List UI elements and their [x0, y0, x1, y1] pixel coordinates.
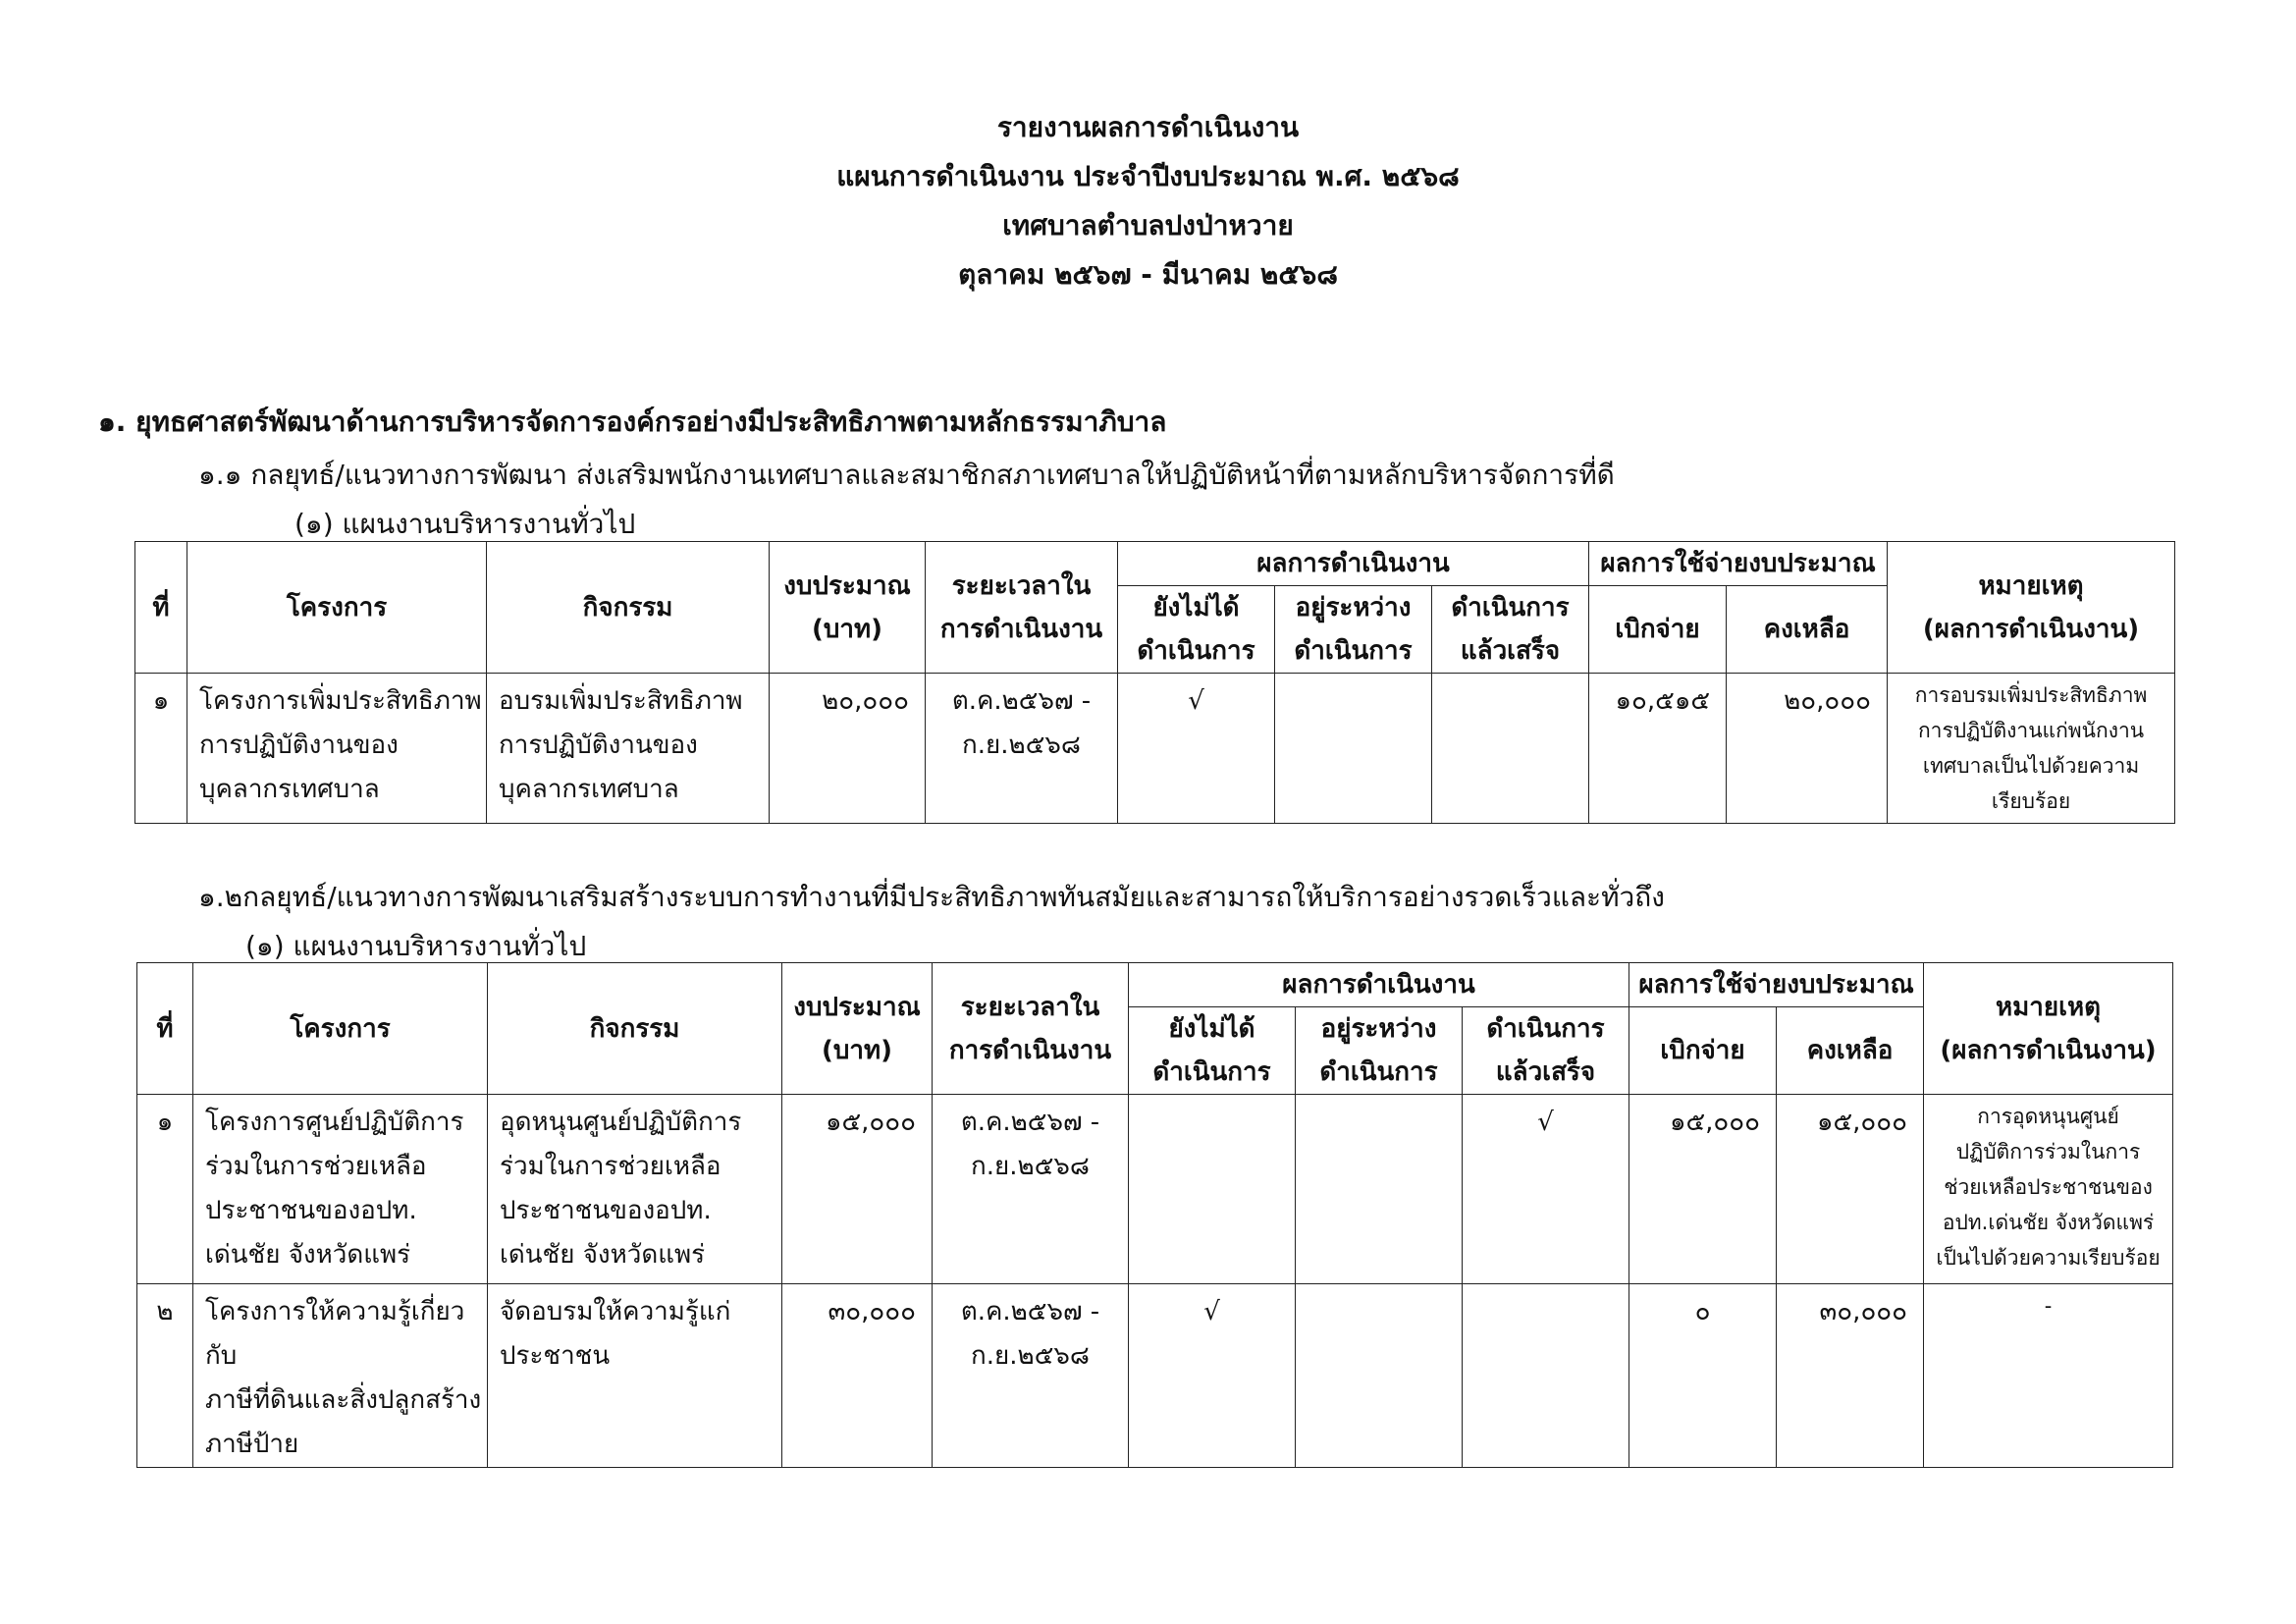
activity-line: บุคลากรเทศบาล [499, 775, 679, 804]
col-budget-l2: (บาท) [821, 1035, 892, 1065]
project-line: ร่วมในการช่วยเหลือ [205, 1152, 427, 1181]
activity-line: ประชาชน [500, 1341, 611, 1371]
col-not-started [1118, 586, 1275, 674]
col-not-started-l1: ยังไม่ได้ [1168, 1014, 1255, 1044]
col-budget-l2: (บาท) [811, 614, 882, 644]
col-period-l2: การดำเนินงาน [948, 1035, 1112, 1065]
organization-name: เทศบาลตำบลปงป่าหวาย [1002, 209, 1294, 242]
table-row [135, 674, 2175, 824]
col-activity: กิจกรรม [487, 542, 770, 674]
col-remark-l1: หมายเหตุ [1978, 570, 2084, 601]
remark-line: การอุดหนุนศูนย์ [1977, 1105, 2119, 1128]
project-line: โครงการศูนย์ปฏิบัติการ [205, 1108, 464, 1137]
in-progress-mark [1275, 674, 1431, 679]
remark-line: - [2044, 1294, 2053, 1318]
remark-line: การปฏิบัติงานแก่พนักงาน [1917, 719, 2145, 742]
period-start: ต.ค.๒๕๖๗ - [960, 1108, 1100, 1137]
col-result-group: ผลการดำเนินงาน [1129, 963, 1629, 1007]
col-done [1463, 1007, 1629, 1095]
col-remark-l2: (ผลการดำเนินงาน) [1922, 614, 2140, 644]
not-started-mark [1129, 1095, 1295, 1101]
col-disbursed: เบิกจ่าย [1629, 1007, 1777, 1095]
activity-line: ร่วมในการช่วยเหลือ [500, 1152, 721, 1181]
col-done-l1: ดำเนินการ [1451, 593, 1570, 623]
col-remark [1888, 542, 2175, 674]
project-line: โครงการเพิ่มประสิทธิภาพ [199, 686, 482, 716]
remark-line: เป็นไปด้วยความเรียบร้อย [1936, 1246, 2161, 1270]
report-period: ตุลาคม ๒๕๖๗ - มีนาคม ๒๕๖๘ [958, 258, 1338, 291]
col-remark-l1: หมายเหตุ [1996, 992, 2102, 1022]
period-end: ก.ย.๒๕๖๘ [971, 1341, 1090, 1371]
activity-line: เด่นชัย จังหวัดแพร่ [500, 1240, 706, 1270]
col-in-progress [1275, 586, 1432, 674]
activity-line: อบรมเพิ่มประสิทธิภาพ [499, 686, 743, 716]
project-line: การปฏิบัติงานของ [199, 731, 399, 760]
plan-1-2: (๑) แผนงานบริหารงานทั่วไป [245, 930, 587, 962]
col-remaining: คงเหลือ [1777, 1007, 1924, 1095]
row-no: ๒ [156, 1297, 174, 1326]
col-remark-l2: (ผลการดำเนินงาน) [1940, 1035, 2157, 1065]
col-in-progress-l1: อยู่ระหว่าง [1295, 593, 1412, 623]
guideline-1-1: ๑.๑ กลยุทธ์/แนวทางการพัฒนา ส่งเสริมพนักงานเทศบาลและสมาชิกสภาเทศบาลให้ปฏิบัติหน้าที่ตามหลักบริหารจัดการที่ดี [198, 459, 1615, 491]
activity-line: จัดอบรมให้ความรู้แก่ [500, 1297, 731, 1326]
col-done-l2: แล้วเสร็จ [1460, 636, 1561, 666]
period-end: ก.ย.๒๕๖๘ [971, 1152, 1090, 1181]
remaining-value: ๓๐,๐๐๐ [1819, 1297, 1908, 1326]
checkmark-icon: √ [1537, 1108, 1554, 1137]
col-budget [782, 963, 933, 1095]
project-line: ภาษีที่ดินและสิ่งปลูกสร้าง [205, 1385, 482, 1415]
disbursed-value: ๑๕,๐๐๐ [1669, 1108, 1761, 1137]
remaining-value: ๒๐,๐๐๐ [1784, 686, 1872, 716]
budget-value: ๓๐,๐๐๐ [828, 1297, 916, 1326]
project-line: บุคลากรเทศบาล [199, 775, 380, 804]
activity-line: การปฏิบัติงานของ [499, 731, 698, 760]
in-progress-mark [1296, 1284, 1462, 1290]
table-row [137, 1095, 2173, 1284]
results-table-1 [134, 541, 2175, 824]
col-remaining: คงเหลือ [1727, 586, 1888, 674]
plan-title: แผนการดำเนินงาน ประจำปีงบประมาณ พ.ศ. ๒๕๖๘ [836, 160, 1460, 192]
remark-line: เรียบร้อย [1991, 789, 2071, 813]
col-activity: กิจกรรม [488, 963, 782, 1095]
col-in-progress-l2: ดำเนินการ [1294, 636, 1413, 666]
checkmark-icon: √ [1188, 686, 1204, 716]
col-not-started [1129, 1007, 1296, 1095]
col-budget-l1: งบประมาณ [793, 992, 921, 1022]
col-not-started-l1: ยังไม่ได้ [1152, 593, 1240, 623]
period-start: ต.ค.๒๕๖๗ - [951, 686, 1092, 716]
period-end: ก.ย.๒๕๖๘ [962, 731, 1081, 760]
budget-value: ๑๕,๐๐๐ [825, 1108, 916, 1137]
guideline-1-2: ๑.๒กลยุทธ์/แนวทางการพัฒนาเสริมสร้างระบบการทำงานที่มีประสิทธิภาพทันสมัยและสามารถให้บริการอย่างรวดเร็วและทั่วถึง [198, 881, 1665, 913]
col-remark [1924, 963, 2173, 1095]
col-done-l2: แล้วเสร็จ [1495, 1057, 1596, 1087]
col-period-l1: ระยะเวลาใน [960, 992, 1100, 1022]
project-line: ประชาชนของอปท. [205, 1196, 417, 1225]
col-in-progress-l2: ดำเนินการ [1319, 1057, 1438, 1087]
col-period-l2: การดำเนินงาน [939, 614, 1103, 644]
checkmark-icon: √ [1203, 1297, 1220, 1326]
done-mark [1463, 1284, 1629, 1290]
col-spend-group: ผลการใช้จ่ายงบประมาณ [1629, 963, 1924, 1007]
period-start: ต.ค.๒๕๖๗ - [960, 1297, 1100, 1326]
remark-line: อปท.เด่นชัย จังหวัดแพร่ [1942, 1211, 2155, 1234]
project-line: ภาษีป้าย [205, 1430, 299, 1459]
col-project: โครงการ [187, 542, 487, 674]
remark-line: การอบรมเพิ่มประสิทธิภาพ [1914, 683, 2148, 707]
col-not-started-l2: ดำเนินการ [1137, 636, 1255, 666]
strategy-heading: ๑. ยุทธศาสตร์พัฒนาด้านการบริหารจัดการองค์กรอย่างมีประสิทธิภาพตามหลักธรรมาภิบาล [98, 406, 1167, 438]
row-no: ๑ [156, 1108, 174, 1137]
remark-line: ปฏิบัติการร่วมในการ [1955, 1140, 2141, 1164]
disbursed-value: ๐ [1694, 1297, 1711, 1326]
report-title: รายงานผลการดำเนินงาน [996, 111, 1300, 143]
remark-line: ช่วยเหลือประชาชนของ [1944, 1175, 2153, 1199]
col-period [926, 542, 1118, 674]
col-done [1432, 586, 1589, 674]
col-no: ที่ [135, 542, 187, 674]
results-table-2 [136, 962, 2173, 1468]
col-budget [770, 542, 926, 674]
col-period [933, 963, 1129, 1095]
col-not-started-l2: ดำเนินการ [1152, 1057, 1271, 1087]
project-line: เด่นชัย จังหวัดแพร่ [205, 1240, 411, 1270]
col-disbursed: เบิกจ่าย [1589, 586, 1727, 674]
plan-1-1: (๑) แผนงานบริหารงานทั่วไป [294, 508, 636, 540]
col-result-group: ผลการดำเนินงาน [1118, 542, 1589, 586]
col-in-progress [1296, 1007, 1463, 1095]
project-line: โครงการให้ความรู้เกี่ยวกับ [205, 1297, 465, 1371]
col-spend-group: ผลการใช้จ่ายงบประมาณ [1589, 542, 1888, 586]
col-period-l1: ระยะเวลาใน [951, 570, 1092, 601]
table-row [137, 1284, 2173, 1468]
col-budget-l1: งบประมาณ [783, 570, 911, 601]
activity-line: ประชาชนของอปท. [500, 1196, 712, 1225]
row-no: ๑ [152, 686, 170, 716]
remark-line: เทศบาลเป็นไปด้วยความ [1922, 754, 2140, 778]
activity-line: อุดหนุนศูนย์ปฏิบัติการ [500, 1108, 742, 1137]
remaining-value: ๑๕,๐๐๐ [1816, 1108, 1908, 1137]
col-done-l1: ดำเนินการ [1486, 1014, 1605, 1044]
col-no: ที่ [137, 963, 193, 1095]
budget-value: ๒๐,๐๐๐ [822, 686, 909, 716]
col-project: โครงการ [193, 963, 488, 1095]
col-in-progress-l1: อยู่ระหว่าง [1320, 1014, 1437, 1044]
disbursed-value: ๑๐,๕๑๕ [1615, 686, 1711, 716]
done-mark [1432, 674, 1588, 679]
in-progress-mark [1296, 1095, 1462, 1101]
